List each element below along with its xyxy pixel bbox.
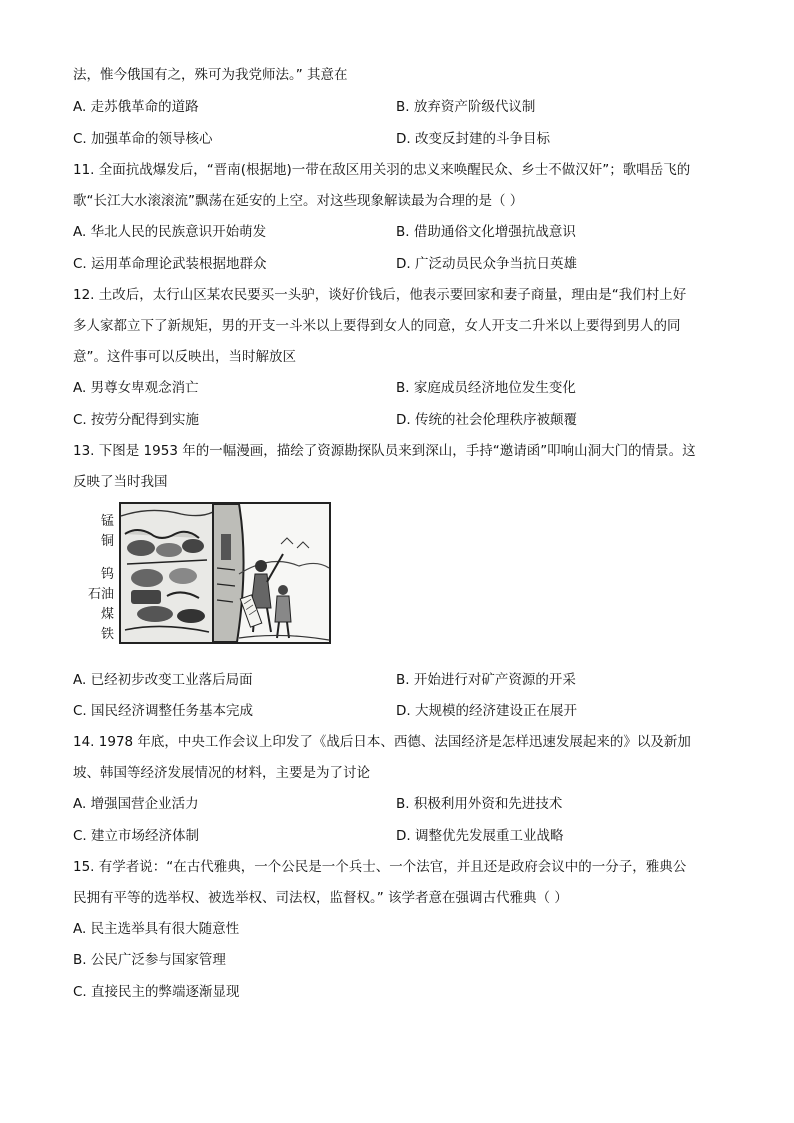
q14-option-a[interactable]: A. 增强国营企业活力 (73, 796, 199, 812)
q10-option-c[interactable]: C. 加强革命的领导核心 (73, 131, 213, 147)
cartoon-label-coal: 煤 (100, 607, 114, 622)
q12-option-c[interactable]: C. 按劳分配得到实施 (73, 412, 200, 428)
q13-stem-line-1: 13. 下图是 1953 年的一幅漫画，描绘了资源勘探队员来到深山，手持“邀请函”叩响山洞大门的情景。这 (73, 443, 696, 459)
q12-option-b[interactable]: B. 家庭成员经济地位发生变化 (396, 380, 576, 396)
q13-stem-line-2: 反映了当时我国 (73, 474, 168, 490)
q12-stem-line-1: 12. 土改后，太行山区某农民要买一头驴，谈好价钱后，他表示要回家和妻子商量，理由是“我们村上好 (73, 287, 687, 303)
cartoon-drawing (121, 504, 329, 642)
cartoon-label-iron: 铁 (100, 627, 114, 642)
cartoon-label-copper: 铜 (100, 534, 114, 549)
q12-stem-line-3: 意”。这件事可以反映出，当时解放区 (73, 349, 296, 365)
q15-option-a[interactable]: A. 民主选举具有很大随意性 (73, 921, 240, 937)
cartoon-label-petroleum: 石油 (87, 587, 114, 602)
q13-option-d[interactable]: D. 大规模的经济建设正在展开 (396, 703, 577, 719)
q12-option-a[interactable]: A. 男尊女卑观念消亡 (73, 380, 199, 396)
q14-option-d[interactable]: D. 调整优先发展重工业战略 (396, 828, 564, 844)
q14-option-c[interactable]: C. 建立市场经济体制 (73, 828, 200, 844)
q13-option-a[interactable]: A. 已经初步改变工业落后局面 (73, 672, 253, 688)
q13-option-b[interactable]: B. 开始进行对矿产资源的开采 (396, 672, 576, 688)
q10-option-b[interactable]: B. 放弃资产阶级代议制 (396, 99, 536, 115)
q12-stem-line-2: 多人家都立下了新规矩，男的开支一斗米以上要得到女人的同意，女人开支二升米以上要得到男人的同 (73, 318, 681, 334)
q15-option-c[interactable]: C. 直接民主的弊端逐渐显现 (73, 984, 240, 1000)
cartoon-label-tungsten: 钨 (100, 567, 114, 582)
q11-stem-line-1: 11. 全面抗战爆发后，“晋南(根据地)一带在敌区用关羽的忠义来唤醒民众、乡士不做汉奸”；歌唱岳飞的 (73, 162, 691, 178)
q14-stem-line-2: 坡、韩国等经济发展情况的材料，主要是为了讨论 (73, 765, 370, 781)
q11-stem-line-2: 歌“长江大水滚滚流”飘荡在延安的上空。对这些现象解读最为合理的是（ ） (73, 193, 524, 209)
q11-option-a[interactable]: A. 华北人民的民族意识开始萌发 (73, 224, 267, 240)
cartoon-image (119, 502, 331, 644)
q12-option-d[interactable]: D. 传统的社会伦理秩序被颠覆 (396, 412, 577, 428)
q13-option-c[interactable]: C. 国民经济调整任务基本完成 (73, 703, 254, 719)
q10-option-d[interactable]: D. 改变反封建的斗争目标 (396, 131, 550, 147)
q15-stem-line-1: 15. 有学者说：“在古代雅典，一个公民是一个兵士、一个法官，并且还是政府会议中的一分子，雅典公 (73, 859, 687, 875)
q10-option-a[interactable]: A. 走苏俄革命的道路 (73, 99, 199, 115)
q15-stem-line-2: 民拥有平等的选举权、被选举权、司法权，监督权。” 该学者意在强调古代雅典（ ） (73, 890, 568, 906)
q11-option-c[interactable]: C. 运用革命理论武装根据地群众 (73, 256, 267, 272)
q14-option-b[interactable]: B. 积极利用外资和先进技术 (396, 796, 563, 812)
q11-option-d[interactable]: D. 广泛动员民众争当抗日英雄 (396, 256, 577, 272)
cartoon-label-manganese: 锰 (100, 514, 114, 529)
q10-stem-tail: 法，惟今俄国有之，殊可为我党师法。” 其意在 (73, 67, 348, 83)
q11-option-b[interactable]: B. 借助通俗文化增强抗战意识 (396, 224, 576, 240)
q15-option-b[interactable]: B. 公民广泛参与国家管理 (73, 952, 226, 968)
cartoon-figure (86, 499, 336, 651)
q14-stem-line-1: 14. 1978 年底，中央工作会议上印发了《战后日本、西德、法国经济是怎样迅速发展起来的》以及新加 (73, 734, 691, 750)
